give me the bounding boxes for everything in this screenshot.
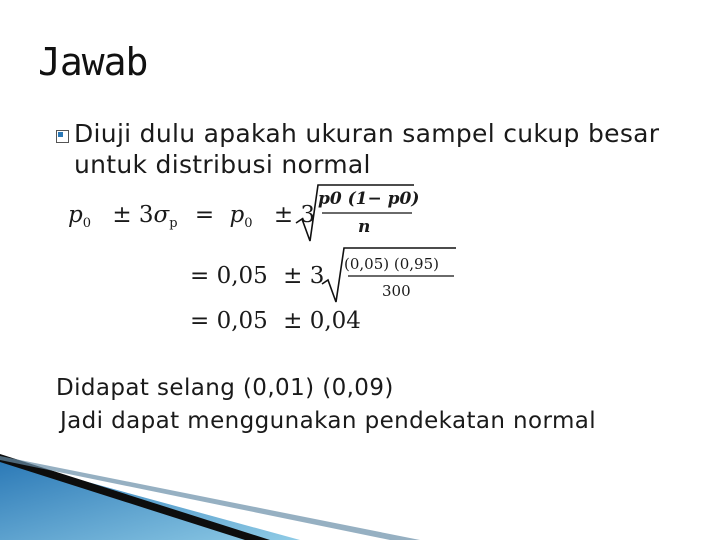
- sqrt-formula-1: [296, 183, 420, 245]
- sigma-symbol: σ: [153, 202, 170, 228]
- corner-decoration-icon: [0, 440, 420, 540]
- p-symbol: p: [68, 202, 83, 228]
- conclusion-line1: Didapat selang (0,01) (0,09): [56, 375, 394, 401]
- sigma-subscript: p: [169, 216, 178, 231]
- conclusion: [56, 372, 596, 438]
- plus-minus-result: ± 0,04: [283, 308, 361, 334]
- plus-minus-3: ± 3: [112, 202, 154, 228]
- equals-value-3: = 0,05: [190, 308, 268, 334]
- conclusion-line2: Jadi dapat menggunakan pendekatan normal: [60, 408, 597, 434]
- equals-sign: =: [194, 202, 215, 228]
- bullet-text-line2: untuk distribusi normal: [74, 150, 371, 179]
- bullet-text-line1: Diuji dulu apakah ukuran sampel cukup besar: [74, 119, 660, 148]
- equals-value-2: = 0,05: [190, 263, 268, 289]
- sqrt-formula-2: [322, 246, 458, 306]
- bullet-item: [56, 118, 696, 180]
- equation-line-1: [68, 202, 315, 231]
- sqrt-numerator-1: p0 (1− p0): [318, 189, 420, 209]
- plus-minus-3-line2: ± 3: [283, 263, 325, 289]
- equation-line-2: [190, 263, 324, 289]
- equation-line-3: [190, 308, 361, 334]
- sqrt-denominator-2: 300: [382, 282, 411, 300]
- sqrt-denominator-1: n: [358, 217, 371, 237]
- plus-minus-3-right: ± 3: [273, 202, 316, 228]
- p-subscript: 0: [82, 216, 92, 231]
- checkbox-bullet-icon: [56, 130, 69, 143]
- p-subscript-right: 0: [244, 216, 253, 231]
- slide-title: Jawab: [38, 40, 148, 84]
- p-symbol-right: p: [229, 202, 245, 228]
- sqrt-numerator-2: (0,05) (0,95): [344, 255, 439, 273]
- bullet-text: [74, 118, 696, 180]
